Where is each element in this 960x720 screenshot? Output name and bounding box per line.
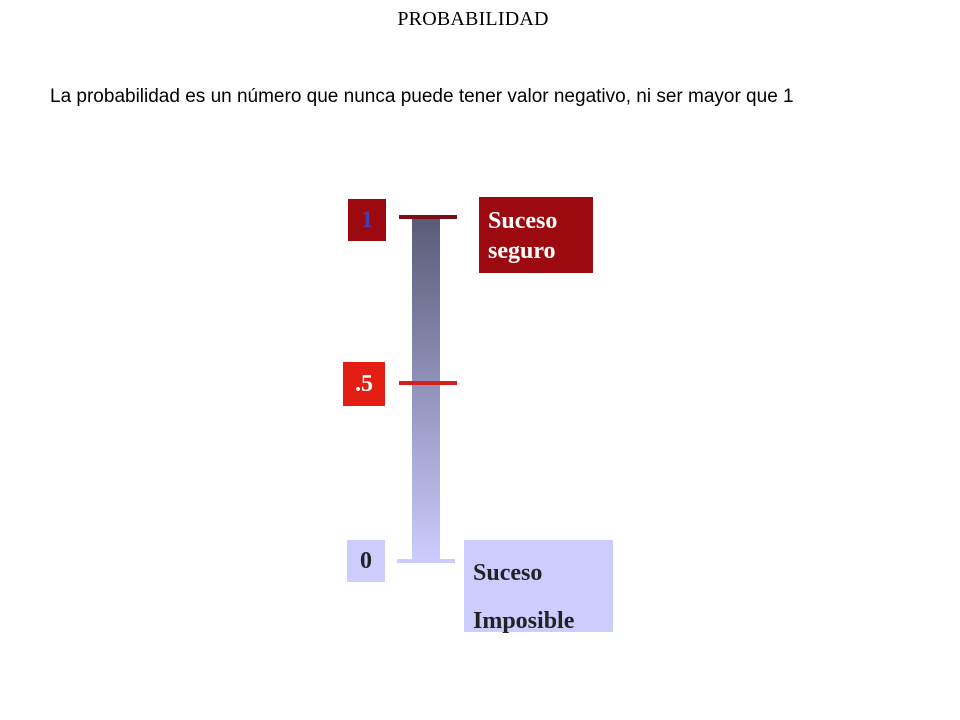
label-one: 1 (361, 206, 373, 233)
sure-event-line-2: seguro (488, 238, 556, 264)
label-one-box (348, 199, 386, 241)
sure-event-box (479, 197, 593, 273)
sure-event-line-1: Suceso (488, 208, 558, 234)
tick-zero (397, 559, 455, 563)
label-zero-box (347, 540, 385, 582)
impossible-event-line-1: Suceso (473, 560, 543, 586)
impossible-event-box (464, 540, 613, 632)
tick-one (399, 215, 457, 219)
probability-bar (412, 218, 440, 562)
label-half: .5 (355, 370, 373, 397)
intro-paragraph: La probabilidad es un número que nunca puede tener valor negativo, ni ser mayor que 1 (50, 86, 794, 107)
label-half-box (343, 362, 385, 406)
page-title: PROBABILIDAD (397, 8, 549, 30)
tick-half (399, 381, 457, 385)
label-zero: 0 (360, 547, 372, 574)
impossible-event-line-2: Imposible (473, 608, 575, 634)
